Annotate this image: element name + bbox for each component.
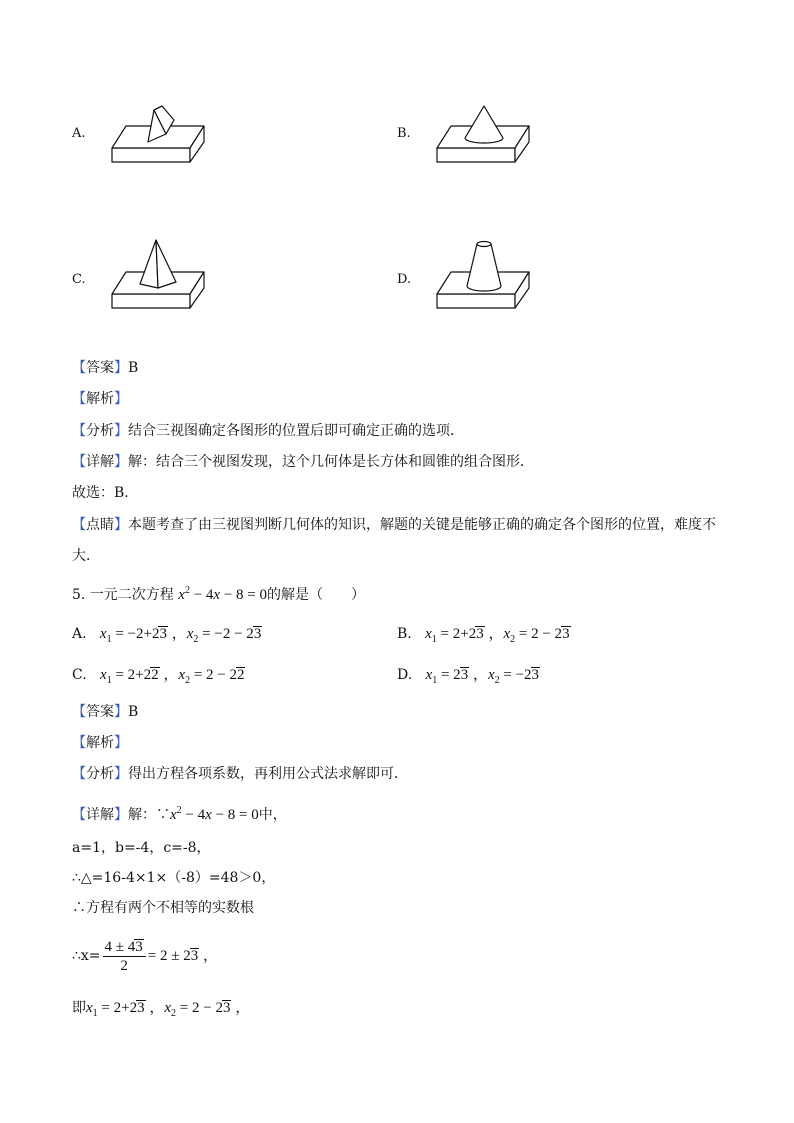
- pyramid-left-face: [140, 240, 158, 288]
- q5-opt-d-label: D.: [397, 667, 413, 683]
- answer-value: B: [128, 360, 139, 376]
- q5-xiangjie-line: 【详解】解：$\because x^2 - 4x - 8 = 0$中，: [72, 805, 287, 823]
- q5-opt-b-label: B.: [397, 626, 412, 642]
- xiangjie-text: 解：结合三个视图发现，这个几何体是长方体和圆锥的组合图形．: [128, 454, 534, 470]
- xiangjie-tag: 详解: [86, 454, 114, 470]
- q5-final-expr: $x_1 = 2+23$ ，$x_2 = 2 - 23$ ，: [86, 1000, 251, 1019]
- q5-analysis-tag: 解析: [86, 735, 114, 751]
- q5-delta-line: ∴△=16-4×1×（-8）=48＞0，: [72, 870, 276, 886]
- answer-tag: 答案: [86, 360, 114, 376]
- q5-option-b: [397, 624, 571, 650]
- q5-final-line: [72, 998, 250, 1024]
- analysis-tag: 解析: [86, 391, 114, 407]
- q5-opt-c-label: C.: [72, 667, 87, 683]
- q5-x-result: = 2 ± 23 ，: [147, 948, 218, 964]
- q4-analysis-line: 【解析】: [72, 391, 128, 407]
- q5-ji: 即: [72, 1000, 86, 1016]
- q4-xiangjie-line: 【详解】解：结合三个视图发现，这个几何体是长方体和圆锥的组合图形．: [72, 454, 534, 470]
- q5-stem: [72, 581, 365, 605]
- q5-x-fraction: $\frac{4 \pm 43}{2}$: [103, 938, 146, 975]
- q5-stem-suffix: 的解是（ ）: [267, 587, 365, 603]
- option-b-label: B.: [397, 126, 411, 141]
- q5-answer-tag: 答案: [86, 704, 114, 720]
- pyramid-right-face: [156, 240, 176, 288]
- q5-opt-d-expr: $x_1 = 23$ ，$x_2 = -23$: [425, 667, 540, 686]
- frustum-top: [477, 242, 491, 247]
- cone: [465, 106, 503, 143]
- q5-stem-prefix: 一元二次方程: [89, 587, 174, 603]
- option-b-figure: [433, 104, 533, 166]
- q5-opt-a-expr: $x_1 = -2+23$ ，$x_2 = -2 - 23$: [99, 626, 262, 645]
- q5-option-d: [397, 665, 540, 691]
- q5-fenxi-text: 得出方程各项系数，再利用公式法求解即可．: [128, 766, 408, 782]
- q5-xiangjie-equation: $x^2 - 4x - 8 = 0$: [170, 805, 259, 823]
- q5-fenxi-line: 【分析】得出方程各项系数，再利用公式法求解即可．: [72, 766, 408, 782]
- q5-x-prefix: ∴x=: [72, 948, 101, 964]
- option-a-label: A.: [72, 126, 86, 141]
- q5-xiangjie-suffix: 中，: [258, 807, 287, 823]
- q4-choose-line: 故选：B．: [72, 485, 139, 501]
- option-a-figure: [108, 104, 208, 166]
- q5-xiangjie-prefix: 解：∵: [128, 807, 170, 823]
- option-c-label: C.: [72, 272, 86, 287]
- q5-opt-a-label: A.: [72, 626, 87, 642]
- q5-x-formula-line: [72, 936, 218, 976]
- q5-roots-line: ∴方程有两个不相等的实数根: [72, 900, 254, 916]
- frustum: [467, 244, 501, 291]
- q4-answer-line: 【答案】B: [72, 360, 139, 376]
- q5-equation: $x^2 - 4x - 8 = 0$: [178, 585, 267, 603]
- q4-dianjing-line: 【点睛】本题考查了由三视图判断几何体的知识，解题的关键是能够正确的确定各个图形的位置，难度不: [72, 517, 716, 533]
- q5-option-a: [72, 624, 262, 650]
- q5-xiangjie-tag: 详解: [86, 807, 114, 823]
- box-front: [112, 148, 190, 162]
- q5-opt-c-expr: $x_1 = 2+22$ ，$x_2 = 2 - 22$: [100, 667, 245, 686]
- q5-coeffs-line: a=1，b=-4，c=-8，: [72, 840, 211, 856]
- option-d-figure: [433, 236, 533, 312]
- q4-fenxi-line: 【分析】结合三视图确定各图形的位置后即可确定正确的选项．: [72, 423, 464, 439]
- q4-dianjing-line-2: 大．: [72, 548, 100, 564]
- fenxi-tag: 分析: [86, 423, 114, 439]
- q5-number: 5.: [72, 587, 86, 603]
- q5-analysis-line: 【解析】: [72, 735, 128, 751]
- fenxi-text: 结合三视图确定各图形的位置后即可确定正确的选项．: [128, 423, 464, 439]
- q5-option-c: [72, 665, 245, 691]
- dianjing-text-1: 本题考查了由三视图判断几何体的知识，解题的关键是能够正确的确定各个图形的位置，难度不: [128, 517, 716, 533]
- option-c-figure: [108, 236, 208, 312]
- q5-fenxi-tag: 分析: [86, 766, 114, 782]
- dianjing-tag: 点睛: [86, 517, 114, 533]
- q5-answer-value: B: [128, 704, 139, 720]
- q5-opt-b-expr: $x_1 = 2+23$ ，$x_2 = 2 - 23$: [425, 626, 570, 645]
- q5-answer-line: 【答案】B: [72, 704, 139, 720]
- option-d-label: D.: [397, 272, 412, 287]
